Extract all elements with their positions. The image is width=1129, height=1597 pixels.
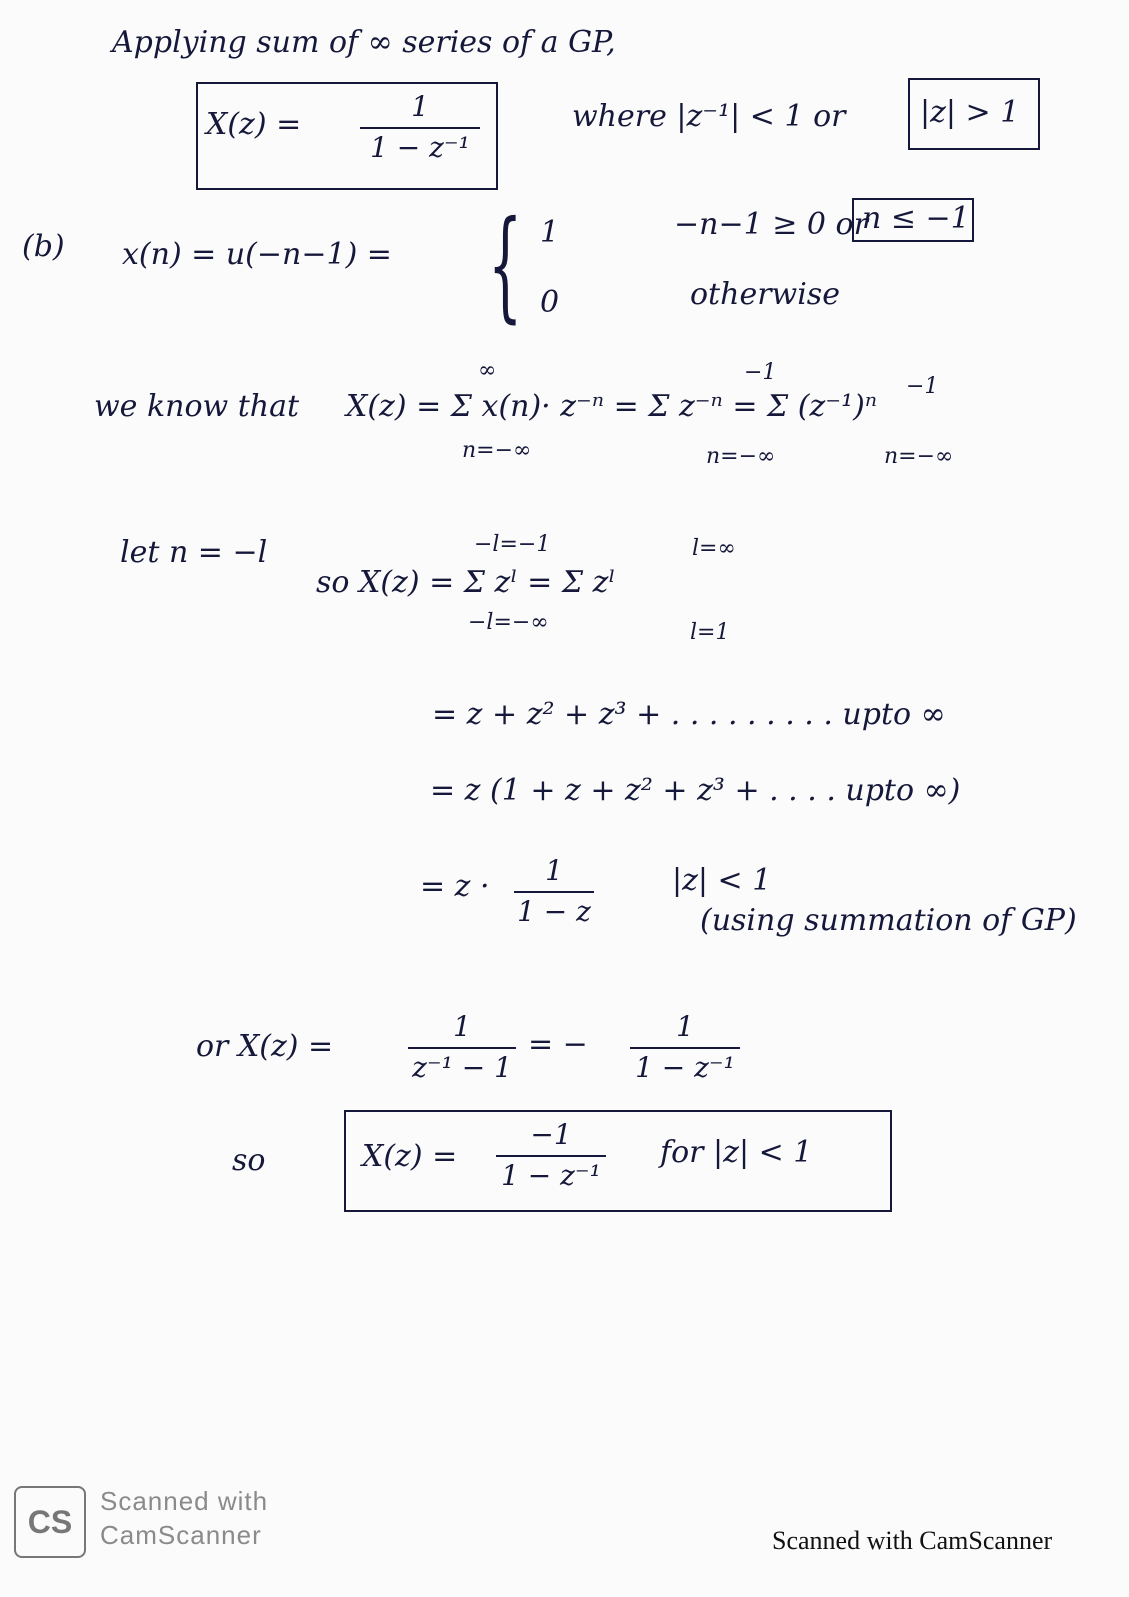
final-num: −1: [530, 1118, 572, 1151]
fraction-bar: [514, 891, 594, 893]
so-top-1: −l=−1: [474, 532, 551, 557]
so-top-2: l=∞: [692, 536, 736, 561]
final-den: 1 − z⁻¹: [501, 1158, 601, 1192]
fraction-prefix: = z ·: [420, 869, 490, 904]
case1-value: 1: [540, 215, 560, 250]
series-line-1: = z + z² + z³ + . . . . . . . . . upto ∞: [432, 697, 946, 732]
case0-condition: otherwise: [690, 277, 840, 312]
gp-fraction: [514, 856, 594, 928]
or-text: or X(z) =: [196, 1029, 334, 1064]
or-den-2: 1 − z⁻¹: [635, 1050, 735, 1084]
final-condition: for |z| < 1: [660, 1135, 813, 1170]
b-definition: x(n) = u(−n−1) =: [122, 237, 392, 272]
x-den: 1 − z⁻¹: [370, 130, 470, 164]
gp-note: (using summation of GP): [700, 903, 1077, 938]
footer-scanned: Scanned with: [100, 1486, 269, 1516]
case-brace: {: [488, 196, 523, 335]
final-lhs: X(z) =: [362, 1139, 458, 1174]
fraction-condition: |z| < 1: [672, 863, 772, 898]
sum-bottom-1: n=−∞: [462, 438, 532, 463]
final-fraction: [496, 1120, 606, 1192]
or-den-1: z⁻¹ − 1: [412, 1050, 512, 1084]
so-bottom-1: −l=−∞: [468, 610, 549, 635]
footer-right-text: Scanned with CamScanner: [772, 1526, 1053, 1555]
so-equation: so X(z) = Σ zˡ = Σ zˡ: [316, 565, 616, 600]
heading: Applying sum of ∞ series of a GP,: [112, 25, 616, 60]
or-num-2: 1: [676, 1010, 694, 1043]
series-line-2: = z (1 + z + z² + z³ + . . . . upto ∞): [430, 773, 961, 808]
sum-bottom-2: n=−∞: [706, 444, 776, 469]
case1-boxed: n ≤ −1: [862, 201, 970, 236]
footer-app: CamScanner: [100, 1520, 262, 1550]
part-b-label: (b): [22, 229, 65, 264]
where-text: where |z⁻¹| < 1 or: [572, 99, 846, 134]
sum-top-2: −1: [744, 360, 777, 385]
x-lhs: X(z) =: [206, 107, 302, 142]
x-fraction: [360, 92, 480, 164]
sum-bottom-3: n=−∞: [884, 444, 954, 469]
know-equation: X(z) = Σ x(n)· z⁻ⁿ = Σ z⁻ⁿ = Σ (z⁻¹)ⁿ: [346, 389, 877, 424]
sum-top-1: ∞: [478, 358, 497, 383]
gp-num: 1: [545, 854, 563, 887]
or-equals: = −: [528, 1027, 588, 1062]
camscanner-logo: CS: [14, 1486, 86, 1558]
or-num-1: 1: [453, 1010, 471, 1043]
fraction-bar: [630, 1047, 740, 1049]
let-text: let n = −l: [120, 535, 268, 570]
x-num: 1: [411, 90, 429, 123]
or-fraction-1: [408, 1012, 516, 1084]
where-box: |z| > 1: [920, 95, 1020, 130]
sum-top-3: −1: [906, 374, 939, 399]
fraction-bar: [360, 127, 480, 129]
fraction-bar: [408, 1047, 516, 1049]
so-label: so: [232, 1143, 266, 1178]
case0-value: 0: [540, 285, 560, 320]
fraction-bar: [496, 1155, 606, 1157]
know-text: we know that: [94, 389, 300, 424]
case1-condition: −n−1 ≥ 0 or: [674, 207, 868, 242]
so-bottom-2: l=1: [690, 620, 730, 645]
or-fraction-2: [630, 1012, 740, 1084]
gp-den: 1 − z: [517, 894, 591, 928]
